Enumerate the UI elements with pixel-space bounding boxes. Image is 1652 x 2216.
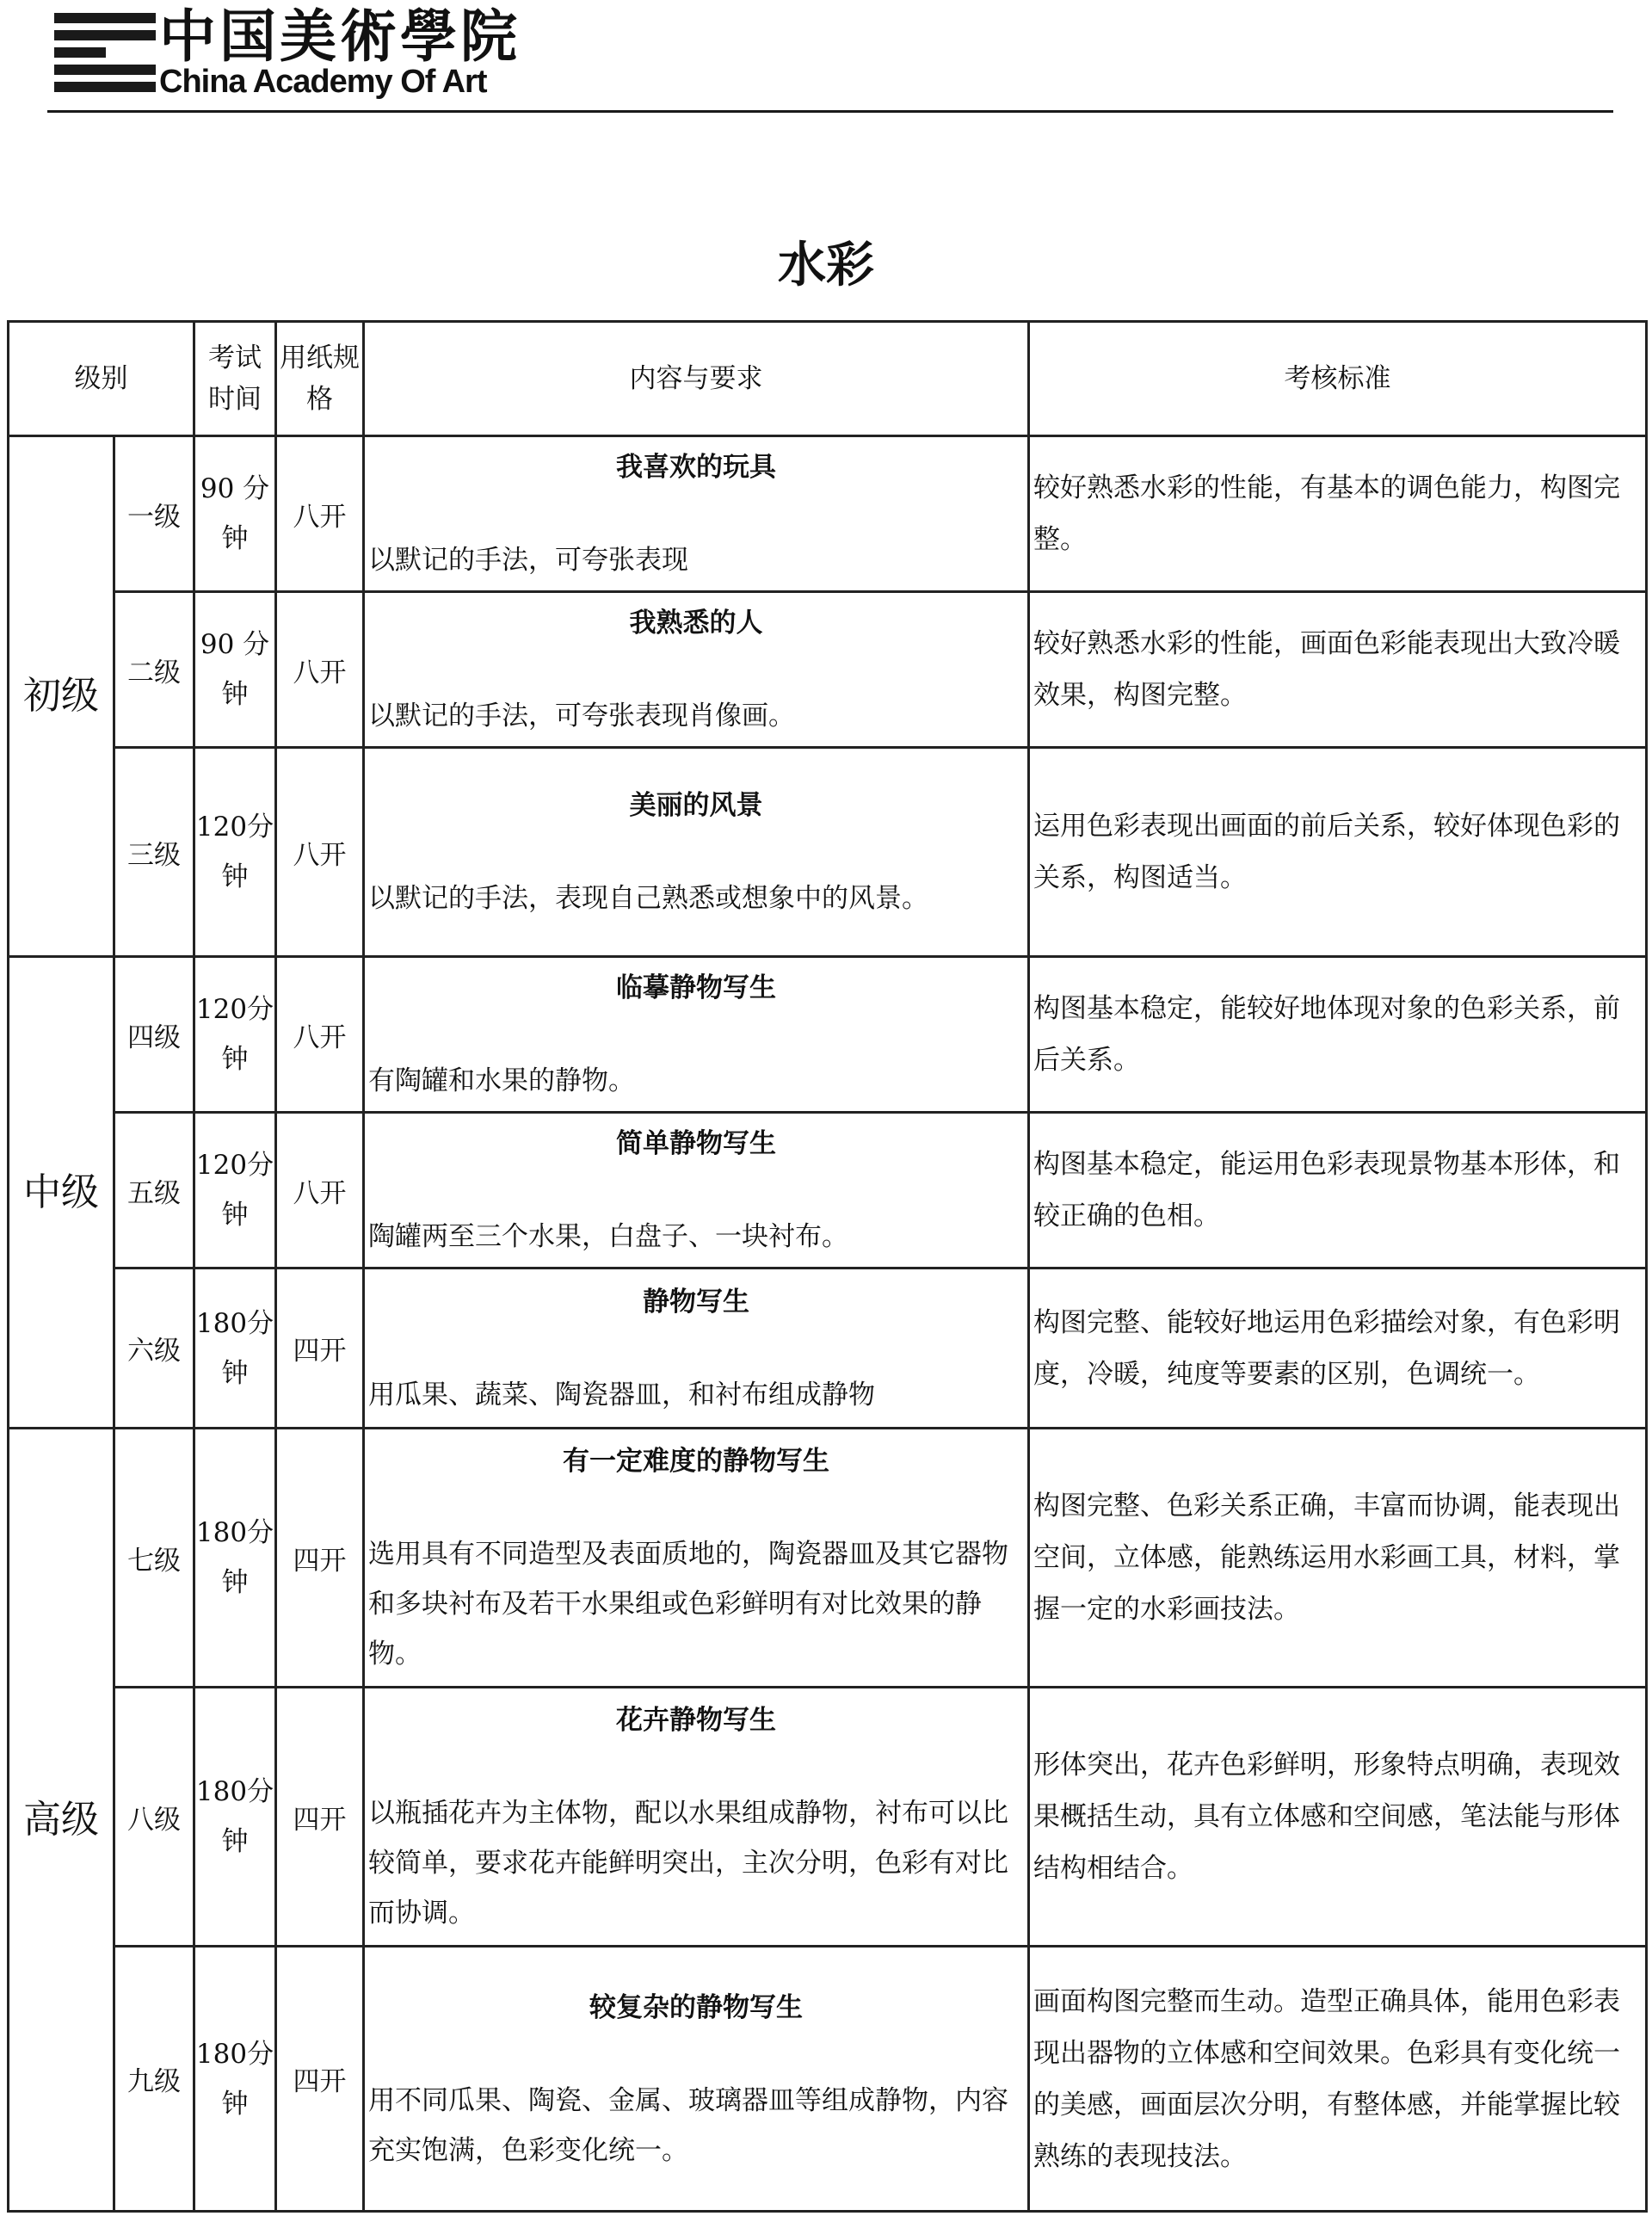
table-row	[9, 436, 1647, 592]
level-cell: 二级	[114, 592, 194, 748]
standard-cell: 较好熟悉水彩的性能，有基本的调色能力，构图完整。	[1029, 436, 1647, 592]
level-cell: 八级	[114, 1688, 194, 1947]
standard-cell: 构图基本稳定，能较好地体现对象的色彩关系，前后关系。	[1029, 957, 1647, 1113]
page-title: 水彩	[778, 237, 874, 293]
level-cell: 六级	[114, 1268, 194, 1429]
header-paper: 用纸规格	[276, 322, 364, 436]
standard-cell: 形体突出，花卉色彩鲜明，形象特点明确，表现效果概括生动，具有立体感和空间感，笔法能与形体结构相结合。	[1029, 1688, 1647, 1947]
time-cell: 120分钟	[194, 1113, 276, 1268]
table-row	[9, 748, 1647, 957]
content-description: 陶罐两至三个水果，白盘子、一块衬布。	[368, 1221, 848, 1252]
standard-cell: 构图完整、能较好地运用色彩描绘对象，有色彩明度，冷暖，纯度等要素的区别，色调统一。	[1029, 1268, 1647, 1429]
paper-cell: 四开	[276, 1688, 364, 1947]
table-row	[9, 1113, 1647, 1268]
paper-cell: 八开	[276, 436, 364, 592]
level-cell: 一级	[114, 436, 194, 592]
content-cell	[364, 592, 1029, 748]
page-header	[47, 0, 1613, 116]
table-row	[9, 592, 1647, 748]
content-description: 以默记的手法，表现自己熟悉或想象中的风景。	[368, 883, 928, 914]
paper-cell: 四开	[276, 1268, 364, 1429]
time-cell: 180分钟	[194, 1688, 276, 1947]
level-cell: 四级	[114, 957, 194, 1113]
time-cell: 90 分钟	[194, 436, 276, 592]
table-row	[9, 1947, 1647, 2212]
content-description: 用不同瓜果、陶瓷、金属、玻璃器皿等组成静物，内容充实饱满，色彩变化统一。	[368, 2084, 1008, 2166]
content-description: 以默记的手法，可夸张表现	[368, 545, 688, 576]
header-divider	[47, 110, 1613, 113]
content-title: 较复杂的静物写生	[589, 1991, 803, 2023]
level-cell: 五级	[114, 1113, 194, 1268]
content-title: 美丽的风景	[629, 790, 763, 821]
content-description: 以瓶插花卉为主体物，配以水果组成静物，衬布可以比较简单，要求花卉能鲜明突出，主次分明，色彩有对比而协调。	[368, 1798, 1008, 1929]
content-description: 有陶罐和水果的静物。	[368, 1065, 635, 1096]
content-title: 有一定难度的静物写生	[563, 1446, 829, 1477]
content-cell	[364, 748, 1029, 957]
standard-cell: 运用色彩表现出画面的前后关系，较好体现色彩的关系，构图适当。	[1029, 748, 1647, 957]
content-cell	[364, 436, 1029, 592]
group-label: 中级	[9, 957, 114, 1429]
table-header-row	[9, 322, 1647, 436]
logo-chinese-name: 中国美術學院	[159, 3, 521, 70]
standard-cell: 构图基本稳定，能运用色彩表现景物基本形体，和较正确的色相。	[1029, 1113, 1647, 1268]
logo-english-name: China Academy Of Art	[159, 64, 487, 100]
table-row	[9, 957, 1647, 1113]
content-cell	[364, 957, 1029, 1113]
paper-cell: 八开	[276, 957, 364, 1113]
time-cell: 120分钟	[194, 748, 276, 957]
level-cell: 七级	[114, 1429, 194, 1688]
table-row	[9, 1429, 1647, 1688]
academy-logo-icon	[54, 13, 157, 95]
header-level: 级别	[9, 322, 194, 436]
content-title: 我喜欢的玩具	[616, 452, 776, 483]
content-cell	[364, 1113, 1029, 1268]
paper-cell: 四开	[276, 1429, 364, 1688]
group-label: 初级	[9, 436, 114, 957]
content-cell	[364, 1947, 1029, 2212]
content-title: 花卉静物写生	[616, 1705, 776, 1736]
paper-cell: 四开	[276, 1947, 364, 2212]
table-row	[9, 1688, 1647, 1947]
paper-cell: 八开	[276, 748, 364, 957]
paper-cell: 八开	[276, 592, 364, 748]
content-title: 临摹静物写生	[616, 972, 776, 1003]
time-cell: 180分钟	[194, 1268, 276, 1429]
content-title: 我熟悉的人	[629, 608, 763, 639]
time-cell: 180分钟	[194, 1429, 276, 1688]
content-cell	[364, 1429, 1029, 1688]
header-standard: 考核标准	[1029, 322, 1647, 436]
level-cell: 九级	[114, 1947, 194, 2212]
content-title: 静物写生	[643, 1286, 749, 1318]
header-content: 内容与要求	[364, 322, 1029, 436]
standard-cell: 构图完整、色彩关系正确，丰富而协调，能表现出空间，立体感，能熟练运用水彩画工具，材料，掌握一定的水彩画技法。	[1029, 1429, 1647, 1688]
level-cell: 三级	[114, 748, 194, 957]
content-title: 简单静物写生	[616, 1128, 776, 1159]
content-cell	[364, 1688, 1029, 1947]
content-cell	[364, 1268, 1029, 1429]
time-cell: 180分钟	[194, 1947, 276, 2212]
standard-cell: 较好熟悉水彩的性能，画面色彩能表现出大致冷暖效果，构图完整。	[1029, 592, 1647, 748]
content-description: 选用具有不同造型及表面质地的，陶瓷器皿及其它器物和多块衬布及若干水果组或色彩鲜明有对比效果的静物。	[368, 1539, 1008, 1670]
content-description: 以默记的手法，可夸张表现肖像画。	[368, 701, 795, 731]
time-cell: 90 分钟	[194, 592, 276, 748]
standard-cell: 画面构图完整而生动。造型正确具体，能用色彩表现出器物的立体感和空间效果。色彩具有变化统一的美感，画面层次分明，有整体感，并能掌握比较熟练的表现技法。	[1029, 1947, 1647, 2212]
paper-cell: 八开	[276, 1113, 364, 1268]
group-label: 高级	[9, 1429, 114, 2212]
time-cell: 120分钟	[194, 957, 276, 1113]
exam-table	[7, 320, 1648, 2213]
content-description: 用瓜果、蔬菜、陶瓷器皿，和衬布组成静物	[368, 1379, 875, 1410]
header-time: 考试时间	[194, 322, 276, 436]
table-row	[9, 1268, 1647, 1429]
